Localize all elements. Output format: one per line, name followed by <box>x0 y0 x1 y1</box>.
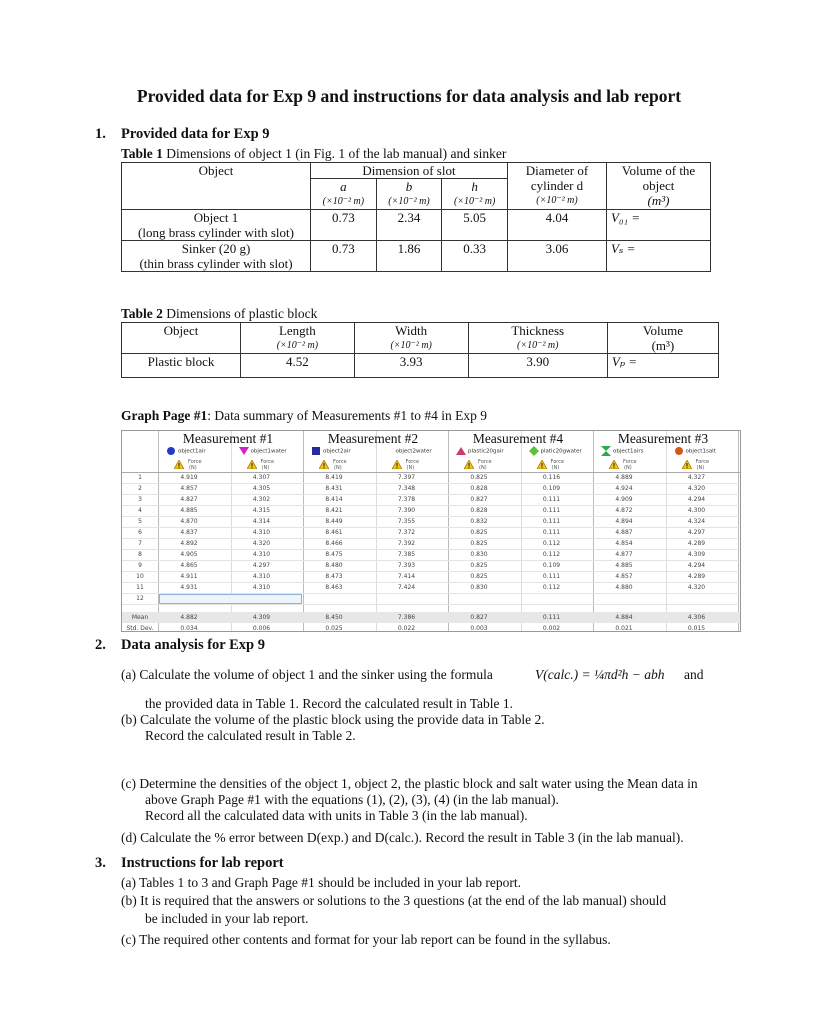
data-summary-grid <box>121 430 741 632</box>
data-cell: 8.466 <box>325 540 343 547</box>
s3-item-a: (a) Tables 1 to 3 and Graph Page #1 should be included in your lab report. <box>121 875 521 890</box>
column-name: object2air <box>323 448 351 455</box>
data-cell: 4.289 <box>687 573 706 580</box>
series-marker-icon <box>601 446 611 456</box>
t1-cell: 4.04 <box>508 210 607 241</box>
data-cell: 7.385 <box>397 551 416 558</box>
summary-cell: 0.006 <box>252 625 271 632</box>
data-cell: 7.348 <box>397 485 416 492</box>
data-cell: 4.310 <box>252 529 271 536</box>
series-marker-icon <box>311 446 321 456</box>
data-cell: 4.909 <box>615 496 633 503</box>
t2-head-object: Object <box>122 323 241 354</box>
t1-head-diameter <box>508 163 607 210</box>
data-cell: 4.919 <box>180 474 198 481</box>
data-cell: 4.854 <box>615 540 633 547</box>
s2-item-c3: Record all the calculated data with units in Table 3 (in the lab manual). <box>145 808 528 823</box>
table-2 <box>121 322 719 378</box>
table-1 <box>121 162 711 272</box>
grid-column-line <box>593 431 594 631</box>
summary-cell: 7.386 <box>397 614 416 621</box>
data-cell: 0.111 <box>542 529 561 536</box>
column-name: object1air <box>178 448 206 455</box>
summary-cell: 4.882 <box>180 614 198 621</box>
data-cell: 4.880 <box>615 584 633 591</box>
section-2-number: 2. <box>95 637 106 653</box>
row-number: 3 <box>138 496 142 503</box>
measurement-heading: Measurement #4 <box>472 431 564 446</box>
series-marker-icon <box>384 446 394 456</box>
data-cell: 7.355 <box>397 518 416 525</box>
t1-cell: 0.33 <box>442 241 508 272</box>
table1-caption-label: Table 1 <box>121 146 163 161</box>
t1-cell: 1.86 <box>376 241 442 272</box>
row-number: 1 <box>138 474 142 481</box>
summary-cell: 4.884 <box>615 614 633 621</box>
data-cell: 7.424 <box>397 584 416 591</box>
section-1-heading: Provided data for Exp 9 <box>121 126 270 142</box>
data-cell: 4.315 <box>252 507 271 514</box>
summary-cell: 0.111 <box>542 614 561 621</box>
force-label: Force <box>260 459 275 465</box>
data-cell: 4.294 <box>687 496 706 503</box>
data-cell: 4.865 <box>180 562 198 569</box>
data-cell: 0.111 <box>542 518 561 525</box>
data-cell: 0.112 <box>542 540 561 547</box>
s2-item-c2: above Graph Page #1 with the equations (1), (2), (3), (4) (in the lab manual). <box>145 792 559 807</box>
data-cell: 0.825 <box>470 573 488 580</box>
data-cell: 0.830 <box>470 584 488 591</box>
data-cell: 0.116 <box>542 474 561 481</box>
data-cell: 0.109 <box>542 485 561 492</box>
t1-cell: 5.05 <box>442 210 508 241</box>
data-cell: 0.112 <box>542 551 561 558</box>
t2-cell: 3.90 <box>468 354 607 378</box>
column-name: object1salt <box>685 448 716 455</box>
data-cell: 4.892 <box>180 540 198 547</box>
data-cell: 0.825 <box>470 529 488 536</box>
t2-head-length <box>241 323 355 354</box>
page-title: Provided data for Exp 9 and instructions for data analysis and lab report <box>136 86 682 106</box>
summary-label: Std. Dev. <box>126 625 154 632</box>
t1-cell: 0.73 <box>311 241 377 272</box>
column-header <box>166 446 206 456</box>
data-cell: 0.830 <box>470 551 488 558</box>
row-number: 10 <box>136 573 144 580</box>
empty-entry-cell <box>159 594 302 604</box>
data-cell: 4.887 <box>615 529 633 536</box>
summary-cell: 0.002 <box>542 625 561 632</box>
series-marker-icon <box>456 446 466 456</box>
force-label: Force <box>478 459 492 465</box>
force-label: Force <box>188 459 202 465</box>
series-marker-icon <box>674 446 684 456</box>
force-unit: (N) <box>406 465 415 471</box>
t2-cell: Plastic block <box>122 354 241 378</box>
t1-name-1: Object 1 <box>193 210 239 225</box>
s3-item-b1: (b) It is required that the answers or solutions to the 3 questions (at the end of the lab manual) should <box>121 893 667 908</box>
grid-column-line <box>521 431 522 631</box>
grid-column-line <box>448 431 449 631</box>
summary-cell: 0.021 <box>615 625 633 632</box>
s2-item-a: (a) Calculate the volume of object 1 and the sinker using the formula <box>121 667 493 682</box>
column-header <box>674 446 716 456</box>
t1-head-b <box>376 179 442 210</box>
t2-cell: 4.52 <box>241 354 355 378</box>
t1-head-volume-label: Volume of the object <box>621 163 696 193</box>
warning-icon <box>247 460 257 469</box>
data-cell: 4.320 <box>687 485 706 492</box>
t1-b-label: b <box>405 179 413 194</box>
s2-item-d: (d) Calculate the % error between D(exp.) and D(calc.). Record the result in Table 3 (in the lab manual). <box>121 830 684 845</box>
summary-cell: 0.034 <box>180 625 198 632</box>
row-number: 4 <box>138 507 142 514</box>
s2-formula: V(calc.) = ¼πd²h − abh <box>535 667 665 682</box>
section-1-number: 1. <box>95 126 106 142</box>
t2-length-unit: (×10⁻² m) <box>276 340 319 351</box>
t1-head-h <box>442 179 508 210</box>
t2-thick-unit: (×10⁻² m) <box>517 340 559 351</box>
table-row <box>122 527 740 528</box>
data-cell: 4.905 <box>180 551 198 558</box>
s2-item-a-cont: the provided data in Table 1. Record the calculated result in Table 1. <box>145 696 513 711</box>
table-row <box>122 549 740 550</box>
summary-cell: 4.309 <box>252 614 271 621</box>
force-label: Force <box>333 459 347 465</box>
data-cell: 4.307 <box>252 474 271 481</box>
force-label: Force <box>550 459 565 465</box>
force-label: Force <box>405 459 420 465</box>
data-cell: 4.885 <box>180 507 198 514</box>
t2-head-width <box>354 323 468 354</box>
summary-label: Mean <box>131 614 149 621</box>
data-cell: 0.828 <box>470 485 488 492</box>
data-cell: 0.111 <box>542 496 561 503</box>
grid-column-line <box>376 431 377 631</box>
data-cell: 4.297 <box>252 562 271 569</box>
t2-thick-label: Thickness <box>511 323 565 338</box>
t2-head-thickness <box>468 323 607 354</box>
summary-cell: 0.003 <box>470 625 488 632</box>
grid-column-line <box>303 431 304 631</box>
row-number: 7 <box>138 540 142 547</box>
t1-name-2: (long brass cylinder with slot) <box>138 225 294 240</box>
data-cell: 4.924 <box>615 485 633 492</box>
graph-caption <box>121 408 487 424</box>
data-cell: 4.302 <box>252 496 271 503</box>
s3-item-c: (c) The required other contents and format for your lab report can be found in the syllabus. <box>121 932 611 947</box>
data-cell: 4.894 <box>615 518 633 525</box>
warning-icon <box>174 460 184 469</box>
data-cell: 8.431 <box>325 485 343 492</box>
data-cell: 0.828 <box>470 507 488 514</box>
header-divider <box>122 472 740 473</box>
data-cell: 8.419 <box>325 474 343 481</box>
summary-cell: 0.025 <box>325 625 343 632</box>
data-cell: 0.109 <box>542 562 561 569</box>
t2-cell: 3.93 <box>354 354 468 378</box>
data-cell: 4.320 <box>687 584 706 591</box>
grid-column-line <box>666 431 667 631</box>
series-marker-icon <box>239 446 249 456</box>
row-number: 2 <box>138 485 142 492</box>
t1-cell: 0.73 <box>311 210 377 241</box>
column-header <box>239 446 287 456</box>
table2-caption <box>121 306 317 322</box>
table-row <box>122 571 740 572</box>
table-row <box>122 516 740 517</box>
data-cell: 4.305 <box>252 485 271 492</box>
data-cell: 8.449 <box>325 518 343 525</box>
t1-cell: 3.06 <box>508 241 607 272</box>
force-unit: (N) <box>696 465 705 471</box>
force-unit: (N) <box>479 465 487 471</box>
force-unit: (N) <box>334 465 342 471</box>
data-cell: 4.837 <box>180 529 198 536</box>
row-number: 5 <box>138 518 142 525</box>
data-cell: 8.473 <box>325 573 343 580</box>
data-cell: 8.463 <box>325 584 343 591</box>
data-cell: 4.870 <box>180 518 198 525</box>
data-cell: 7.378 <box>397 496 416 503</box>
data-cell: 4.827 <box>180 496 198 503</box>
row-number: 12 <box>136 595 144 602</box>
t2-head-volume <box>607 323 718 354</box>
t1-cell-volume: V₀₁ = <box>607 210 711 241</box>
table-row <box>122 604 740 605</box>
table-row <box>122 505 740 506</box>
t1-head-diameter-label: Diameter of cylinder d <box>525 163 589 193</box>
data-cell: 0.825 <box>470 562 488 569</box>
data-cell: 4.877 <box>615 551 633 558</box>
series-marker-icon <box>166 446 176 456</box>
warning-icon <box>464 460 474 469</box>
table-row <box>122 538 740 539</box>
summary-cell: 0.827 <box>470 614 488 621</box>
t2-volume-unit: (m³) <box>651 338 675 353</box>
t1-b-unit: (×10⁻² m) <box>388 196 430 207</box>
t1-row-sinker <box>122 241 711 272</box>
row-number: 11 <box>136 584 144 591</box>
data-cell: 7.390 <box>397 507 416 514</box>
column-name: platic20gwater <box>540 448 582 455</box>
force-unit: (N) <box>551 465 560 471</box>
t1-cell-volume: Vₛ = <box>607 241 711 272</box>
data-cell: 4.911 <box>180 573 198 580</box>
data-cell: 0.111 <box>542 507 561 514</box>
measurement-heading: Measurement #3 <box>617 431 709 446</box>
data-cell: 4.889 <box>615 474 633 481</box>
data-cell: 8.480 <box>325 562 343 569</box>
t1-a-label: a <box>340 179 347 194</box>
grid-column-line <box>738 431 739 631</box>
column-name: object1airs <box>613 448 644 455</box>
data-cell: 4.289 <box>687 540 706 547</box>
data-cell: 8.421 <box>325 507 343 514</box>
column-header <box>384 446 432 456</box>
graph-caption-text: : Data summary of Measurements #1 to #4 in Exp 9 <box>207 408 487 423</box>
column-header <box>601 446 643 456</box>
s2-item-b2: Record the calculated result in Table 2. <box>145 728 356 743</box>
data-cell: 7.397 <box>397 474 416 481</box>
data-cell: 4.294 <box>687 562 706 569</box>
force-unit: (N) <box>261 465 270 471</box>
s3-item-b2: be included in your lab report. <box>145 911 309 926</box>
force-label: Force <box>623 459 637 465</box>
data-cell: 4.885 <box>615 562 633 569</box>
data-cell: 4.297 <box>687 529 706 536</box>
data-cell: 4.314 <box>252 518 271 525</box>
warning-icon <box>537 460 547 469</box>
s2-item-a-and: and <box>684 667 704 682</box>
t2-length-label: Length <box>278 323 316 338</box>
table-row <box>122 494 740 495</box>
t1-row-name <box>122 210 311 241</box>
summary-cell: 4.306 <box>687 614 706 621</box>
warning-icon <box>682 460 692 469</box>
measurement-heading: Measurement #1 <box>182 431 274 446</box>
t1-head-object: Object <box>122 163 311 210</box>
t1-head-a <box>311 179 377 210</box>
t2-width-unit: (×10⁻² m) <box>390 340 432 351</box>
summary-cell: 8.450 <box>325 614 343 621</box>
data-cell: 8.461 <box>325 529 343 536</box>
section-3-heading: Instructions for lab report <box>121 855 284 871</box>
section-2-heading: Data analysis for Exp 9 <box>121 637 265 653</box>
warning-icon <box>392 460 402 469</box>
t1-head-slot: Dimension of slot <box>311 163 508 179</box>
warning-icon <box>319 460 329 469</box>
s2-item-c1: (c) Determine the densities of the object 1, object 2, the plastic block and salt water using the Mean data in <box>121 776 698 791</box>
table1-caption-text: Dimensions of object 1 (in Fig. 1 of the lab manual) and sinker <box>166 146 507 161</box>
data-cell: 0.825 <box>470 474 488 481</box>
data-cell: 4.931 <box>180 584 198 591</box>
data-cell: 8.475 <box>325 551 343 558</box>
warning-icon <box>609 460 619 469</box>
table2-caption-text: Dimensions of plastic block <box>166 306 318 321</box>
t1-name-1: Sinker (20 g) <box>181 241 251 256</box>
t2-volume-label: Volume <box>642 323 684 338</box>
data-cell: 8.414 <box>325 496 343 503</box>
data-cell: 4.310 <box>252 551 271 558</box>
t1-h-label: h <box>471 179 478 194</box>
summary-cell: 0.015 <box>687 625 706 632</box>
data-cell: 4.300 <box>687 507 706 514</box>
table2-caption-label: Table 2 <box>121 306 163 321</box>
data-cell: 0.825 <box>470 540 488 547</box>
t1-name-2: (thin brass cylinder with slot) <box>139 256 293 271</box>
table-row <box>122 483 740 484</box>
data-cell: 0.112 <box>542 584 561 591</box>
force-label: Force <box>695 459 710 465</box>
data-cell: 4.310 <box>252 573 271 580</box>
data-cell: 4.320 <box>252 540 271 547</box>
column-header <box>311 446 351 456</box>
t1-a-unit: (×10⁻² m) <box>322 196 365 207</box>
s2-item-b1: (b) Calculate the volume of the plastic block using the provide data in Table 2. <box>121 712 545 727</box>
force-unit: (N) <box>189 465 197 471</box>
t1-head-volume-unit: (m³) <box>647 193 670 208</box>
table1-caption <box>121 146 506 162</box>
data-cell: 4.327 <box>687 474 706 481</box>
row-number: 6 <box>138 529 142 536</box>
column-header <box>456 446 504 456</box>
data-cell: 0.111 <box>542 573 561 580</box>
column-name: plastic20gair <box>468 448 504 455</box>
series-marker-icon <box>529 446 539 456</box>
data-cell: 7.392 <box>397 540 416 547</box>
summary-cell: 0.022 <box>397 625 416 632</box>
t1-head-volume <box>607 163 711 210</box>
section-3-number: 3. <box>95 855 106 871</box>
t1-head-diameter-unit: (×10⁻² m) <box>536 195 578 206</box>
data-cell: 4.310 <box>252 584 271 591</box>
data-cell: 4.324 <box>687 518 706 525</box>
t1-row-name <box>122 241 311 272</box>
data-cell: 7.393 <box>397 562 416 569</box>
row-number: 8 <box>138 551 142 558</box>
data-cell: 4.857 <box>180 485 198 492</box>
t2-row-plastic <box>122 354 719 378</box>
t1-h-unit: (×10⁻² m) <box>453 196 496 207</box>
column-name: object2water <box>395 448 432 455</box>
force-unit: (N) <box>624 465 632 471</box>
data-cell: 7.372 <box>397 529 416 536</box>
t2-width-label: Width <box>395 323 428 338</box>
data-cell: 4.857 <box>615 573 633 580</box>
data-cell: 4.872 <box>615 507 633 514</box>
column-header <box>529 446 582 456</box>
t2-cell-volume: Vₚ = <box>607 354 718 378</box>
column-name: object1water <box>250 448 287 455</box>
data-cell: 0.832 <box>470 518 488 525</box>
data-cell: 4.309 <box>687 551 706 558</box>
t1-row-object1 <box>122 210 711 241</box>
table-row <box>122 560 740 561</box>
graph-caption-label: Graph Page #1 <box>121 408 208 423</box>
data-cell: 7.414 <box>397 573 416 580</box>
measurement-heading: Measurement #2 <box>327 431 419 446</box>
table-row <box>122 582 740 583</box>
data-cell: 0.827 <box>470 496 488 503</box>
row-number: 9 <box>138 562 142 569</box>
t1-cell: 2.34 <box>376 210 442 241</box>
